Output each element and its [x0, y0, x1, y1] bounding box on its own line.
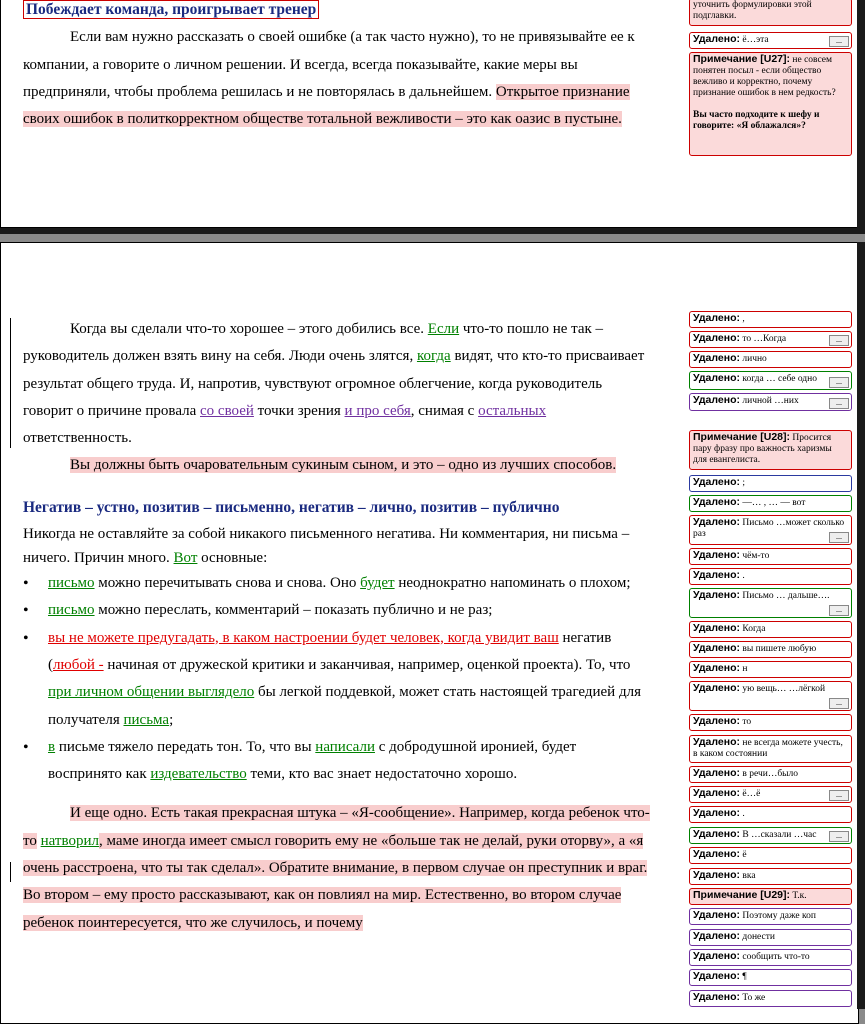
- highlighted-text: Открытое признание своих ошибок в политкорректном обществе тотальной вежливости – это как оазис в пустыне.: [23, 83, 630, 128]
- deletion-comment[interactable]: [689, 908, 852, 925]
- comment-text: В …сказали …час: [740, 830, 817, 840]
- deletion-comment[interactable]: [689, 949, 852, 966]
- comment-text: ё…ё: [740, 789, 761, 799]
- deletion-comment[interactable]: [689, 827, 852, 844]
- comment-text: ¶: [740, 972, 747, 982]
- deletion-comment[interactable]: [689, 568, 852, 585]
- more-button[interactable]: ...: [829, 335, 849, 346]
- deletion-comment[interactable]: Удалено: ё…эта ...: [689, 32, 852, 49]
- comment-text: .: [740, 809, 745, 819]
- highlighted-text: Вы должны быть очаровательным сукиным сыном, и это – одно из лучших способов.: [70, 457, 617, 474]
- comment-label: Удалено:: [693, 516, 740, 528]
- comment-label: Удалено:: [693, 569, 740, 581]
- comment-text: ;: [740, 478, 746, 488]
- list-item: • в письме тяжело передать тон. То, что вы написали с добродушной иронией, будет воспринято как издевательство теми, кто вас знает недостаточно хорошо.: [23, 734, 653, 789]
- deletion-comment[interactable]: [689, 847, 852, 864]
- comment-label: Удалено:: [693, 372, 740, 384]
- comment-label: Удалено:: [693, 807, 740, 819]
- comment-text: Письмо …может сколько раз: [693, 518, 845, 539]
- deletion-comment[interactable]: [689, 806, 852, 823]
- change-bar: [10, 318, 11, 448]
- deletion-comment[interactable]: [689, 786, 852, 803]
- comment-text: .: [740, 571, 745, 581]
- more-button[interactable]: ...: [829, 532, 849, 543]
- comment-text: сообщить что-то: [740, 952, 810, 962]
- comment-label: Удалено:: [693, 787, 740, 799]
- comment-label: Удалено:: [693, 991, 740, 1003]
- list-item: • письмо можно переслать, комментарий – показать публично и не раз;: [23, 597, 653, 624]
- more-button[interactable]: ...: [829, 831, 849, 842]
- more-button[interactable]: ...: [829, 36, 849, 47]
- comment-label: Удалено:: [693, 332, 740, 344]
- comment-label: Примечание [U28]:: [693, 431, 791, 443]
- deletion-comment[interactable]: [689, 929, 852, 946]
- more-button[interactable]: ...: [829, 398, 849, 409]
- deletion-comment[interactable]: [689, 311, 852, 328]
- comment-text: когда … себе одно: [740, 374, 817, 384]
- deletion-comment[interactable]: [689, 681, 852, 711]
- comment-label: Удалено:: [693, 476, 740, 488]
- comment-text: чём-то: [740, 551, 770, 561]
- comment-text: —… , … — вот: [740, 498, 806, 508]
- deletion-comment[interactable]: [689, 548, 852, 565]
- deletion-comment[interactable]: [689, 766, 852, 783]
- comment-label: Удалено:: [693, 496, 740, 508]
- comment-text: ую вещь… …лёгкой: [740, 684, 826, 694]
- deletion-comment[interactable]: [689, 714, 852, 731]
- comment-label: Удалено:: [693, 930, 740, 942]
- comment-text: н: [740, 664, 748, 674]
- comment-label: Удалено:: [693, 312, 740, 324]
- deletion-comment[interactable]: [689, 868, 852, 885]
- deletion-comment[interactable]: [689, 515, 852, 545]
- comment-text: Когда: [740, 624, 766, 634]
- paragraph: Если вам нужно рассказать о своей ошибке (а так часто нужно), то не привязывайте ее к компании, а говорите о личном решении. И всегда, всегда показывайте, какие меры вы предприняли, чтобы проблема решилась и не повторялась в дальнейшем.: [23, 29, 635, 100]
- comment-label: Удалено:: [693, 736, 740, 748]
- comment-text: в речи…было: [740, 769, 799, 779]
- comment-label: Примечание [U29]:: [693, 889, 791, 901]
- comment-text: То же: [740, 993, 766, 1003]
- deletion-comment[interactable]: [689, 661, 852, 678]
- deletion-comment[interactable]: [689, 588, 852, 618]
- comment-label: Удалено:: [693, 642, 740, 654]
- deletion-comment[interactable]: [689, 735, 852, 763]
- comment-label: Удалено:: [693, 589, 740, 601]
- comment-text: вы пишете любую: [740, 644, 817, 654]
- list-item: • письмо можно перечитывать снова и снова. Оно будет неоднократно напоминать о плохом;: [23, 570, 653, 597]
- comment-note-u27[interactable]: Примечание [U27]: не совсем понятен посыл - если общество вежливо и корректно, почему признание ошибок в нем редкость? Вы часто подходите к шефу и говорите: «Я облажался»?: [689, 52, 852, 156]
- comment-text: Поэтому даже коп: [740, 911, 816, 921]
- deletion-comment[interactable]: [689, 969, 852, 986]
- deletion-comment[interactable]: [689, 990, 852, 1007]
- deletion-comment[interactable]: [689, 351, 852, 368]
- comment-label: Удалено:: [693, 622, 740, 634]
- deletion-comment[interactable]: [689, 641, 852, 658]
- comment-text: лично: [740, 354, 767, 364]
- comment-label: Удалено:: [693, 715, 740, 727]
- deletion-comment[interactable]: [689, 475, 852, 492]
- page-shadow: [0, 228, 865, 234]
- page1-body[interactable]: [23, 0, 653, 133]
- deletion-comment[interactable]: [689, 371, 852, 390]
- more-button[interactable]: ...: [829, 377, 849, 388]
- comment-note[interactable]: [689, 430, 852, 470]
- comment-note-continued[interactable]: уточнить формулировки этой подглавки.: [689, 0, 852, 26]
- section-heading-2: Негатив – устно, позитив – письменно, негатив – лично, позитив – публично: [23, 498, 560, 516]
- more-button[interactable]: ...: [829, 790, 849, 801]
- comment-note[interactable]: [689, 888, 852, 905]
- comment-label: Удалено:: [693, 394, 740, 406]
- comment-label: Удалено:: [693, 848, 740, 860]
- deletion-comment[interactable]: [689, 621, 852, 638]
- section-heading: Побеждает команда, проигрывает тренер: [23, 0, 319, 19]
- comment-label: Удалено:: [693, 869, 740, 881]
- comment-text: не всегда можете учесть, в каком состоянии: [693, 738, 843, 759]
- comment-label: Удалено:: [693, 909, 740, 921]
- deletion-comment[interactable]: [689, 331, 852, 348]
- page-shadow: [857, 242, 865, 1009]
- change-bar: [10, 862, 11, 882]
- comment-text: личной …них: [740, 396, 799, 406]
- comment-text: то: [740, 717, 752, 727]
- comment-text: Просится пару фразу про важность харизмы для евангелиста.: [693, 433, 832, 465]
- comment-text: ,: [740, 314, 745, 324]
- comment-text: то …Когда: [740, 334, 787, 344]
- comment-label: Удалено:: [693, 682, 740, 694]
- comment-text: вка: [740, 871, 756, 881]
- list-item: • вы не можете предугадать, в каком настроении будет человек, когда увидит ваш негатив (любой - начиная от дружеской критики и заканчивая, например, оценкой проекта). То, что при личном общении выглядело бы легкой поддевкой, может стать настоящей трагедией для получателя письма;: [23, 625, 653, 734]
- comment-label: Удалено:: [693, 662, 740, 674]
- comment-label: Удалено:: [693, 828, 740, 840]
- page2-body[interactable]: Когда вы сделали что-то хорошее – этого добились все. Если что-то пошло не так – руководитель должен взять вину на себя. Люди очень злятся, когда видят, что кто-то присваивает результат общего труда. И, напротив, чувствуют огромное облегчение, когда руководитель говорит о причине провала со своей точки зрения и про себя, снимая с остальных ответственность. Вы должны быть очаровательным сукиным сыном, и это – одно из лучших способов. Негатив – устно, позитив – письменно, негатив – лично, позитив – публично Никогда не оставляйте за собой никакого письменного негатива. Ни комментария, ни письма – ничего. Причин много. Вот основные: • письмо можно перечитывать снова и снова. Оно будет неоднократно напоминать о плохом; • письмо можно переслать, комментарий – показать публично и не раз; • вы не можете предугадать, в каком настроении будет человек, когда увидит ваш негатив (любой - начиная от дружеской критики и заканчивая, например, оценкой проекта). То, что при личном общении выглядело бы легкой поддевкой, может стать настоящей трагедией для получателя письма; • в письме тяжело передать тон. То, что вы написали с добродушной иронией, будет воспринято как издевательство теми, кто вас знает недостаточно хорошо. И еще одно. Есть такая прекрасная штука – «Я-сообщение». Например, когда ребенок что-то натворил, маме иногда имеет смысл говорить ему не «больше так не делай, руки оторву», а «я очень расстроена, что ты так сделал». Обратите внимание, в первом случае он преступник и враг. Во втором – ему просто рассказывают, как он повлиял на мир. Естественно, во втором случае ребенок поинтересуется, что же случилось, и почему: [23, 316, 653, 937]
- comment-text: донести: [740, 932, 775, 942]
- deletion-comment[interactable]: [689, 393, 852, 411]
- deletion-comment[interactable]: [689, 495, 852, 512]
- page-shadow: [857, 0, 865, 232]
- comment-label: Удалено:: [693, 549, 740, 561]
- comment-text: ё: [740, 850, 747, 860]
- comment-label: Удалено:: [693, 352, 740, 364]
- comment-label: Удалено:: [693, 970, 740, 982]
- comment-label: Удалено:: [693, 950, 740, 962]
- comment-label: Удалено:: [693, 767, 740, 779]
- more-button[interactable]: ...: [829, 698, 849, 709]
- comment-text: Письмо … дальше….: [740, 591, 830, 601]
- more-button[interactable]: ...: [829, 605, 849, 616]
- comment-text: Т.к.: [790, 891, 807, 901]
